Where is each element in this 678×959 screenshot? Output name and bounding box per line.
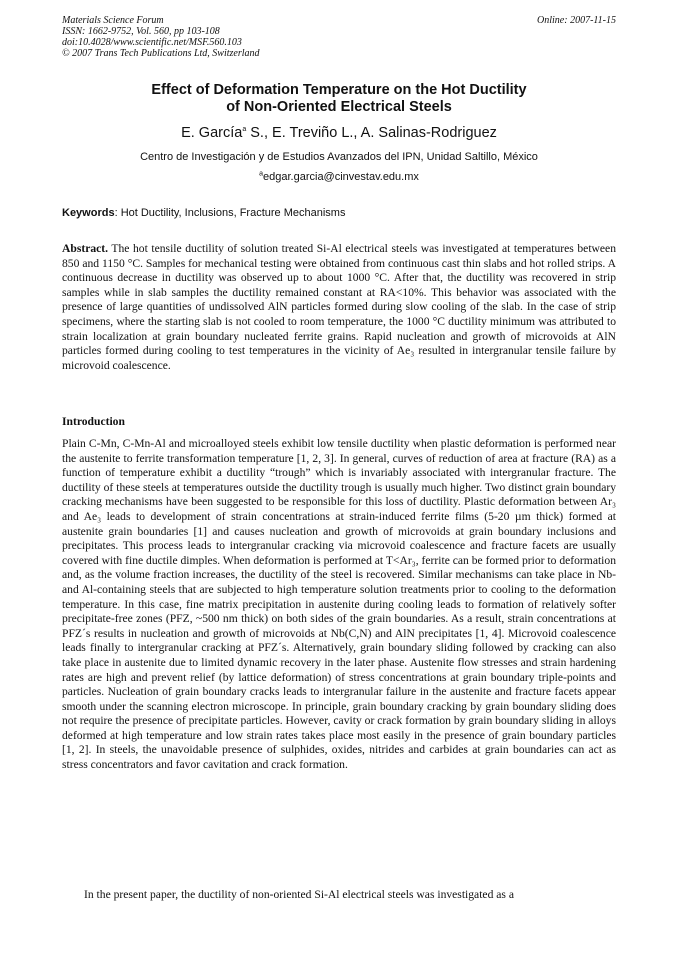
- abstract-text: The hot tensile ductility of solution treated Si-Al electrical steels was investigated at temperatures between 850 and 1150 °C. Samples for mechanical testing were obtained from continuous cast thin slabs and hot rolled strips. A continuous decrease in ductility was observed up to about 1000 °C. After that, the ductility was recovered in strip samples while in slab samples the ductility remained constant at RA<10%. This behavior was associated with the presence of large quantities of undissolved AlN particles formed during slow cooling of the slab. In the case of strip specimens, where the starting slab is not cooled to room temperature, the 1000 °C ductility minimum was attributed to strain localization at grain boundary nucleated ferrite grains. Rapid nucleation and growth of microvoids at AlN particles formed during cooling to test temperatures in the vicinity of Ae₃ resulted in intergranular tensile failure by microvoid coalescence.: [62, 242, 616, 372]
- title-line-1: Effect of Deformation Temperature on the Hot Ductility: [151, 82, 527, 98]
- other-authors: E. Treviño L., A. Salinas-Rodriguez: [268, 125, 497, 141]
- journal-issn: ISSN: 1662-9752, Vol. 560, pp 103-108: [62, 26, 220, 37]
- author-email: [40, 171, 638, 184]
- abstract-label: Abstract.: [62, 242, 109, 255]
- author-1-affil-mark: a: [242, 126, 247, 134]
- online-date: Online: 2007-11-15: [537, 15, 616, 26]
- author-1-name: E. García: [181, 125, 243, 141]
- journal-doi: doi:10.4028/www.scientific.net/MSF.560.103: [62, 37, 242, 48]
- keywords: [62, 207, 616, 220]
- email-address: edgar.garcia@cinvestav.edu.mx: [263, 171, 419, 183]
- introduction-paragraph-1: Plain C-Mn, C-Mn-Al and microalloyed steels exhibit low tensile ductility when plastic deformation is performed near the austenite to ferrite transformation temperature [1, 2, 3]. In general, curves of reduction of area at fracture (RA) as a function of temperature exhibit a ductility “trough” which is invariably associated with intergranular fracture. The ductility of these steels at temperatures outside the ductility trough is usually much higher. Two distinct grain boundary cracking mechanisms have been suggested to be responsible for this loss of ductility. Plastic deformation between Ar₃ and Ae₃ leads to development of strain concentrations at strain-induced ferrite films (5-20 µm thick) formed at austenite grain boundaries [1] and causes nucleation and growth of microvoids at grain boundary inclusions and precipitates. This process leads to intergranular cracking via microvoid coalescence and fracture facets are usually covered with fine ductile dimples. When deformation is performed at T<Ar₃, ferrite can be formed prior to deformation and, as the volume fraction increases, the ductility of the steel is recovered. Similar mechanisms can take place in Nb- and Al-containing steels that are subjected to high temperature solution treatments prior to cooling to the deformation temperature. In this case, fine matrix precipitation in austenite during cooling leads to formation of relatively softer precipitate-free zones (PFZ, ~500 nm thick) on both sides of the grain boundaries. As a result, strain concentrations at PFZ´s results in nucleation and growth of microvoids at Nb(C,N) and AlN precipitates [1, 4]. Microvoid coalescence leads finally to intergranular cracking at PFZ´s. Alternatively, grain boundary sliding followed by cracking can also take place in austenite due to limited dynamic recovery in the later phase. Austenite flow stresses and strain hardening rates are high and prevent relief (by lattice deformation) of stress concentrations at grain boundary triple-points and particles. Nucleation of grain boundary cracks leads to intergranular failure in the austenite and fracture facets appear smooth under the scanning electron microscope. In principle, grain boundary cracking by grain boundary sliding does not require the presence of precipitate particles. However, cavity or crack formation by grain boundary sliding in alloys deformed at high temperature and low strain rates takes place most easily in the presence of grain boundary particles [1, 2]. In steels, the unavoidable presence of sulphides, oxides, nitrides and carbides at grain boundaries can act as stress concentrators and favor cavitation and crack formation.: [62, 437, 616, 772]
- introduction-heading: Introduction: [62, 415, 125, 428]
- author-list: [40, 124, 638, 142]
- journal-copyright: © 2007 Trans Tech Publications Ltd, Switzerland: [62, 48, 260, 59]
- title-line-2: of Non-Oriented Electrical Steels: [226, 99, 452, 115]
- keywords-text: : Hot Ductility, Inclusions, Fracture Mechanisms: [114, 207, 346, 219]
- affiliation: Centro de Investigación y de Estudios Avanzados del IPN, Unidad Saltillo, México: [140, 151, 538, 163]
- keywords-label: Keywords: [62, 207, 115, 219]
- journal-header: [62, 15, 616, 59]
- abstract: [62, 242, 616, 373]
- paper-title: [40, 82, 638, 116]
- journal-name: Materials Science Forum: [62, 15, 164, 26]
- author-1-suffix: S.,: [246, 125, 268, 141]
- introduction-paragraph-2: In the present paper, the ductility of non-oriented Si-Al electrical steels was investigated as a: [84, 888, 514, 901]
- email-affil-mark: a: [259, 170, 264, 178]
